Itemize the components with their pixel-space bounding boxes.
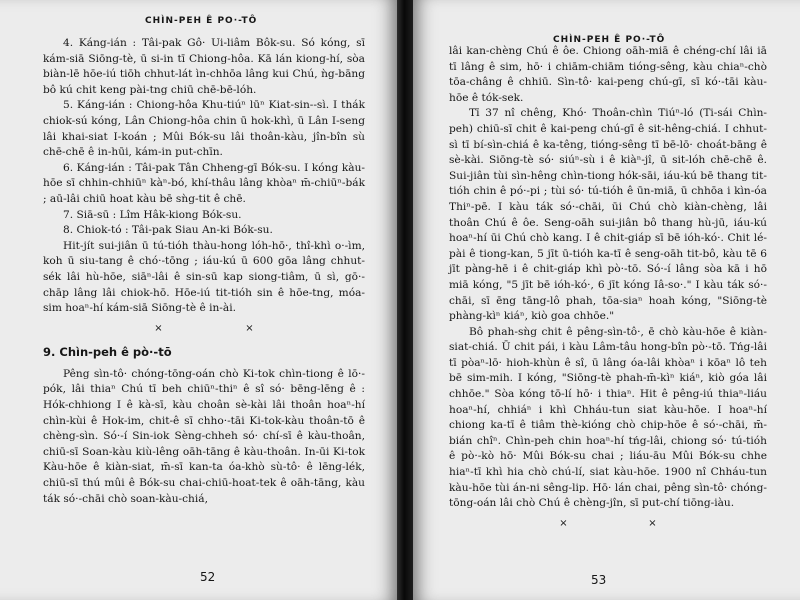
divider-mark: × <box>154 322 163 334</box>
running-head: CHÌN-PEH Ê PO·-TÔ <box>145 16 258 26</box>
section-heading: 9. Chìn-peh ê pò·-tō <box>43 345 172 360</box>
right-page <box>413 0 800 600</box>
right-page-text <box>449 44 767 537</box>
divider-mark: × <box>648 517 657 529</box>
program-item: 8. Chiok-tó : Tâi-pak Siau An-ki Bók-su. <box>63 224 273 237</box>
program-item: 5. Káng-ián : Chiong-hôa Khu-tiúⁿ lūⁿ Kiat-sin--sì. I thák chiok-sú kóng, Lân Chiong-hôa chin ū hok-khì, ū Lân I-seng lâi khai-siat I-koán ; Mûi Bók-su lâi thoân-kàu, jîn-bîn sù chē-chē ê in-hūi, kám-in put-chīn. <box>43 99 365 159</box>
running-head: CHÌN-PEH Ê PO·-TÔ <box>553 35 666 45</box>
section-divider <box>449 516 767 532</box>
paragraph: Hit-jít sui-jiân ū tú-tióh thàu-hong lóh-hō·, thî-khì o·-ìm, koh ū siu-tang ê chó·-tōng ; iáu-kú ū 600 gōa lâng chhut-sék lâi hù-hōe, siāⁿ-lâi ê sin-sū kap siong-tiâm, ū sì, gō·-chāp lâng lâi chiok-hō. Hōe-iú tit-tióh sin ê hōe-tng, móa-sim hoaⁿ-hí kám-siā Siōng-tè ê in-ài. <box>43 239 365 315</box>
program-item: 6. Káng-ián : Tâi-pak Tân Chheng-gī Bók-su. I kóng kàu-hōe sī chhin-chhiūⁿ kàⁿ-bó, khí-thâu lâng khòaⁿ m̄-chiūⁿ-bák ; aū-lâi chiū hoat kàu bē sǹg-tit ê chē. <box>43 161 365 205</box>
paragraph: Bô phah-sǹg chit ê pêng-sìn-tô·, ē chò kàu-hōe ê kiàn-siat-chiá. Ū chit pái, i kàu Lâm-tâu hong-bîn pò·-tō. Tńg-lâi tī pòaⁿ-lō· hioh-khùn ê sî, ū lâng óa-lâi khòaⁿ i kōaⁿ lô teh bē sim-mih. I kóng, "Siōng-tè phah-m̄-kìⁿ kiáⁿ, kiò góa lâi chhōe." Sòa kóng tō-lí hō· i thiaⁿ. Hit ê pêng-iú thiaⁿ-liáu hoaⁿ-hí, chhiáⁿ i khì Chháu-tun siat kàu-hōe. I hoaⁿ-hí chiong ka-tī ê tiâm thè-kióng chò chip-hōe ê só·-chāi, m̄-bián chîⁿ. Chìn-peh chin hoaⁿ-hí tńg-lâi, chiong só· tú-tióh ê pò·-kò hō· Mûi Bók-su chai ; liáu-āu Mûi Bók-su chhe hiaⁿ-tī khì hia chò chú-lí, siat kàu-hōe. 1900 nî Chháu-tun kàu-hōe tùi án-ni sêng-lip. Hō· lán chai, pêng sìn-tô· chóng-tōng-oán lâi chò Chú ê chèng-jîn, sī put-chí tiōng-iàu. <box>449 325 767 510</box>
program-item: 4. Káng-ián : Tâi-pak Gô· Ui-liâm Bôk-su. Só kóng, sī kám-siā Siōng-tè, ū si-in tī Chiong-hôa. Kā lán kiong-hí, sòa biàn-lē hōe-iú tiōh chhut-lát ìn-chhōa lâng kui Chú, ǹg-bāng bô kú chit keng pài-tng chiū chē-bē-lóh. <box>43 37 365 96</box>
divider-mark: × <box>245 322 254 334</box>
page-number: 52 <box>200 570 216 584</box>
program-item: 7. Siā-sū : Lîm Hâk-kiong Bók-su. <box>63 208 242 221</box>
paragraph: Pêng sìn-tô· chóng-tōng-oán chò Ki-tok chìn-tiong ê lō·-pók, lâi thiaⁿ Chú tī beh chiūⁿ-thiⁿ ê sî só· bēng-lēng ê : Hók-chhiong I ê kà-sī, kàu choân sè-kài lâi thoân hoaⁿ-hí chìn-kùi ê Hok-im, chit-ê sī chho·-tāi Ki-tok-kàu thoân-tō ê chèng-sìn. Só·-í Sin-iok Sèng-chheh só· chí-sī ê kàu-thoân, chiū-sī Soan-kàu kiù-lêng oāh-tāng ê kàu-thoân. In-ūi Ki-tok Kàu-hōe ê kiàn-siat, m̄-sī kan-ta óa-khò sù-tô· ê lēng-lék, chiū-sī thú mûi ê Bók-su chai-chiū-hoat-tek ê oāh-tāng, kàu ták só·-chāi chò soan-kàu-chiá, <box>43 367 365 505</box>
book-gutter <box>397 0 413 600</box>
left-page-text <box>43 36 365 507</box>
paragraph: lâi kan-chèng Chú ê ôe. Chiong oāh-miā ê chéng-chí lâi iā tī lâng ê sim, hō· i chiām-chiām tióng-sêng, kàu chiaⁿ-chò tōa-châng ê chhiū. Sìn-tô· kai-peng chú-gī, sī kó·-tāi kàu-hōe ê tók-sek. <box>449 45 767 104</box>
paragraph: Tī 37 nî chêng, Khó· Thoân-chìn Tiúⁿ-ló (Ti-sái Chìn-peh) chiū-sī chit ê kai-peng chú-gī ê sit-hêng-chiá. I chhut-sì tī bí-sìn-chiá ê ka-têng, tióng-sêng tī bē-lō· choát-bāng ê sè-kài. Siōng-tè só· siúⁿ-sù i ê kiàⁿ-jî, ū sit-lóh chē-chē ê. Sui-jiân tùi sìn-hêng chìn-tiong hók-sāi, iáu-kú bē thang tit-tióh chin ê pó·-pi ; tùi só· tú-tióh ê ūn-miā, ū chhōa i kìn-óa Thiⁿ-pē. I kàu ták só·-chāi, ūi Chú chò kiàn-chèng, lâi thoân Chú ê ôe. Seng-oāh sui-jiân bô thang hù-jū, iáu-kú hoaⁿ-hí ūi Chú chò kang. I ê chit-giáp sī bē ióh-kó·. Chit lé-pài ê tiong-kan, 5 jīt ū-tióh ka-tī ê seng-oāh tit-bô, kàu tē 6 jīt pàng-hē i ê chit-giáp khì pò·-tō. Só·-í lâng sòa kā i hō miā kóng, "5 jīt bē ióh-kó·, 6 jīt kóng Iâ-so·." I kàu ták só·-chāi, sī ēng tāng-lô phah, tōa-siaⁿ hoah kóng, "Siōng-tè phàng-kìⁿ kiáⁿ, kiò goa chhōe." <box>449 107 767 323</box>
section-divider <box>43 321 365 337</box>
page-number: 53 <box>591 573 607 587</box>
left-page <box>0 0 397 600</box>
divider-mark: × <box>559 517 568 529</box>
